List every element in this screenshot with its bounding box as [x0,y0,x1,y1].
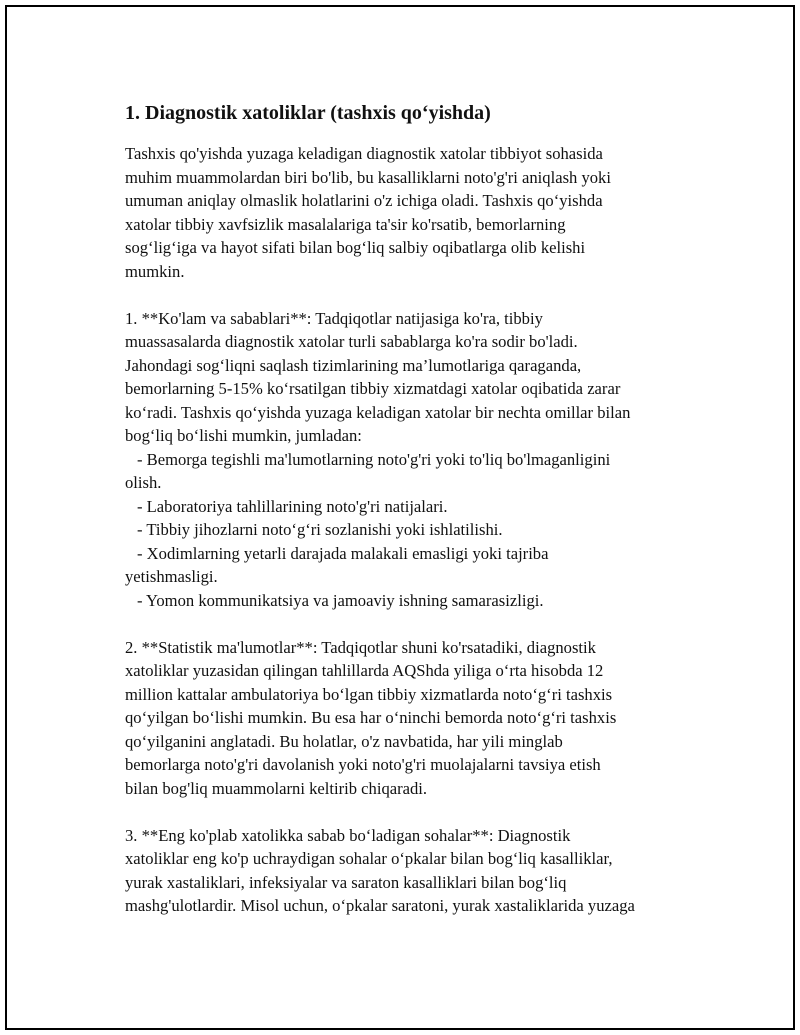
text-line: qo‘yilgan bo‘lishi mumkin. Bu esa har o‘ninchi bemorda noto‘g‘ri tashxis [125,708,617,727]
intro-paragraph [125,142,695,283]
text-line: Jahondagi sog‘liqni saqlash tizimlarining ma’lumotlariga qaraganda, [125,355,582,375]
text-line: xatolar tibbiy xavfsizlik masalalariga ta'sir ko'rsatib, bemorlarning [125,214,566,234]
text-line: ko‘radi. Tashxis qo‘yishda yuzaga keladigan xatolar bir nechta omillar bilan [125,402,631,422]
section-3-paragraph [125,824,695,918]
section-1-paragraph [125,307,695,613]
bullet-item: - Yomon kommunikatsiya va jamoaviy ishning samarasizligi. [137,590,544,610]
bullet-item: - Bemorga tegishli ma'lumotlarning noto'g'ri yoki to'liq bo'lmaganligini [137,449,611,469]
text-line: mumkin. [125,261,185,281]
bullet-continuation: yetishmasligi. [125,567,218,586]
text-line: Tashxis qo'yishda yuzaga keladigan diagnostik xatolar tibbiyot sohasida [125,144,603,163]
text-line: sog‘lig‘iga va hayot sifati bilan bog‘liq salbiy oqibatlarga olib kelishi [125,238,586,257]
page-frame [5,5,795,1030]
text-line: muassasalarda diagnostik xatolar turli sabablarga ko'ra sodir bo'ladi. [125,332,578,351]
text-line: umuman aniqlay olmaslik holatlarini o'z ichiga oladi. Tashxis qo‘yishda [125,191,603,210]
text-line: mashg'ulotlardir. Misol uchun, o‘pkalar saratoni, yurak xastaliklarida yuzaga [125,896,635,915]
text-line: bemorlarning 5-15% ko‘rsatilgan tibbiy xizmatdagi xatolar oqibatida zarar [125,379,621,398]
bullet-item: - Xodimlarning yetarli darajada malakali emasligi yoki tajriba [137,543,549,563]
text-line: bog‘liq bo‘lishi mumkin, jumladan: [125,426,362,445]
text-line: bilan bog'liq muammolarni keltirib chiqaradi. [125,778,428,798]
text-line: qo‘yilganini anglatadi. Bu holatlar, o'z navbatida, har yili minglab [125,731,563,751]
text-line: xatoliklar yuzasidan qilingan tahlillarda AQShda yiliga o‘rta hisobda 12 [125,661,604,680]
bullet-item: - Laboratoriya tahlillarining noto'g'ri natijalari. [137,496,448,516]
document-body [125,101,695,918]
text-line: muhim muammolardan biri bo'lib, bu kasalliklarni noto'g'ri aniqlash yoki [125,167,611,187]
section-2-paragraph [125,636,695,801]
text-line: 1. **Ko'lam va sabablari**: Tadqiqotlar natijasiga ko'ra, tibbiy [125,308,543,328]
section-heading: 1. Diagnostik xatoliklar (tashxis qo‘yishda) [125,102,491,124]
text-line: million kattalar ambulatoriya bo‘lgan tibbiy xizmatlarda noto‘g‘ri tashxis [125,684,613,704]
text-line: yurak xastaliklari, infeksiyalar va saraton kasalliklari bilan bog‘liq [125,872,567,892]
bullet-continuation: olish. [125,473,162,492]
text-line: xatoliklar eng ko'p uchraydigan sohalar o‘pkalar bilan bog‘liq kasalliklar, [125,849,613,868]
bullet-item: - Tibbiy jihozlarni noto‘g‘ri sozlanishi yoki ishlatilishi. [137,520,503,539]
text-line: 3. **Eng ko'plab xatolikka sabab bo‘ladigan sohalar**: Diagnostik [125,825,571,845]
text-line: bemorlarga noto'g'ri davolanish yoki noto'g'ri muolajalarni tavsiya etish [125,755,601,774]
text-line: 2. **Statistik ma'lumotlar**: Tadqiqotlar shuni ko'rsatadiki, diagnostik [125,637,596,657]
